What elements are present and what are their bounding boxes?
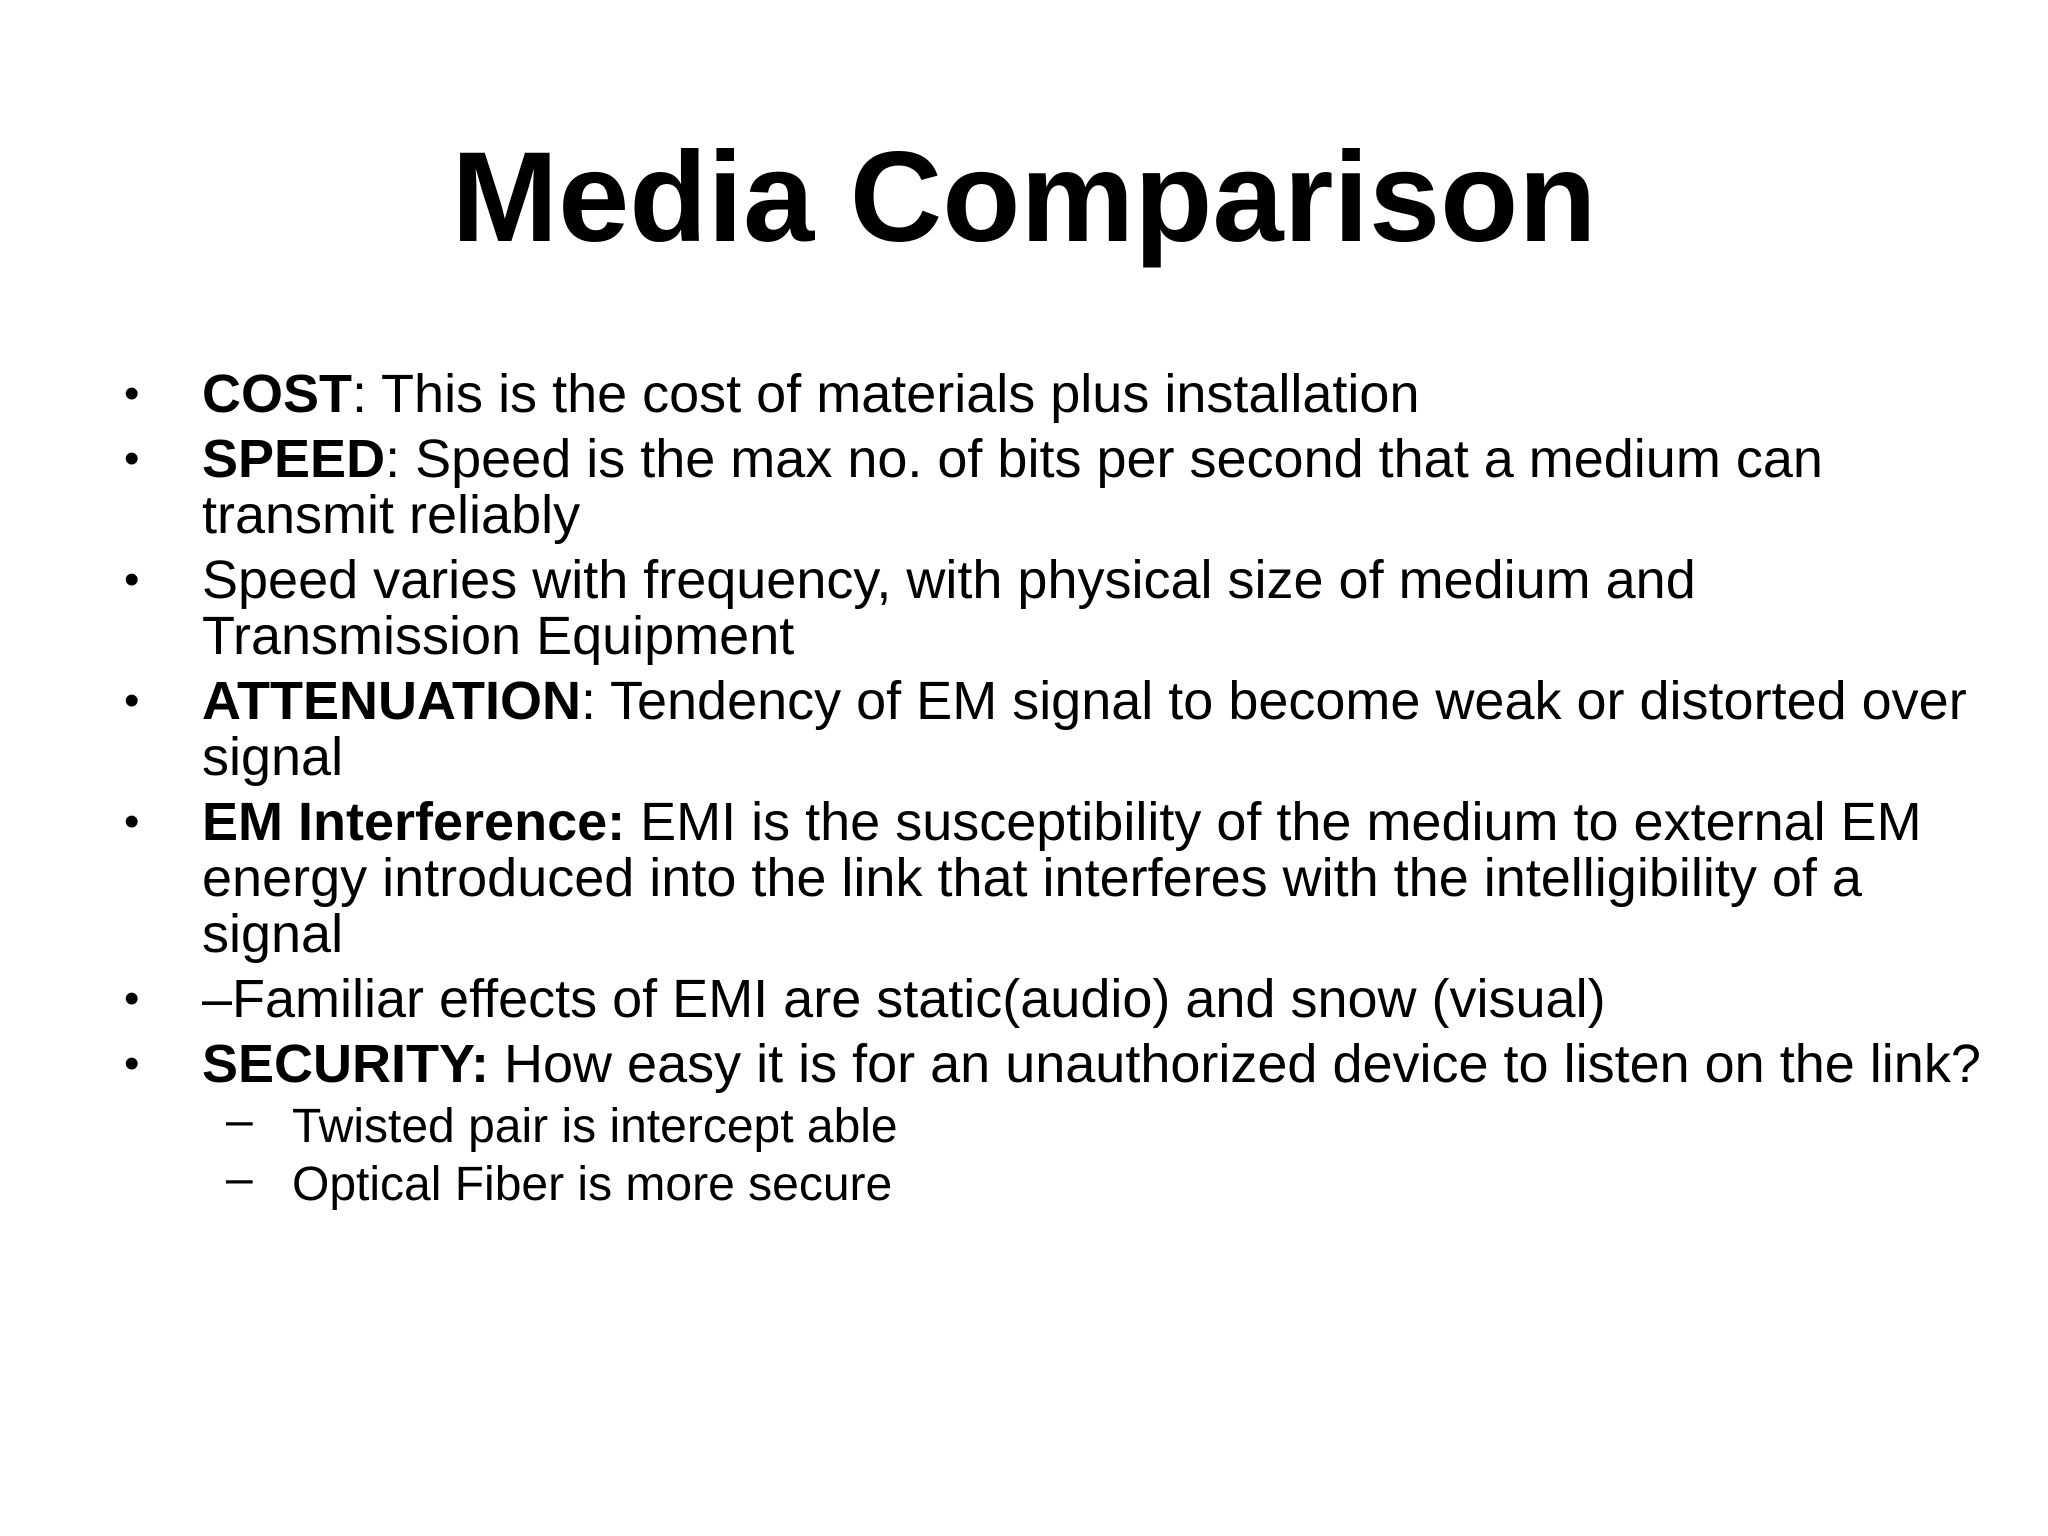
bullet-marker: • xyxy=(124,434,140,483)
bullet-term: SECURITY: xyxy=(202,1034,490,1094)
bullet-text: How easy it is for an unauthorized device to listen on the link? xyxy=(489,1034,1981,1094)
bullet-item-security xyxy=(0,1036,2048,1214)
bullet-text: : This is the cost of materials plus installation xyxy=(352,364,1420,424)
bullet-term: ATTENUATION xyxy=(202,671,581,731)
bullet-item-speed xyxy=(0,431,2048,543)
bullet-text: : Tendency of EM signal to become weak or distorted over signal xyxy=(202,671,1967,787)
dash-marker: – xyxy=(226,1152,253,1205)
dash-marker: – xyxy=(226,1094,253,1147)
sub-item-text: Optical Fiber is more secure xyxy=(292,1158,893,1211)
bullet-item-speed-varies xyxy=(0,552,2048,664)
bullet-term: EM Interference: xyxy=(202,792,626,852)
bullet-marker: • xyxy=(124,797,140,846)
bullet-marker: • xyxy=(124,974,140,1023)
bullet-item-emi-effects xyxy=(0,971,2048,1027)
bullet-term: SPEED xyxy=(202,429,386,489)
bullet-item-em-interference xyxy=(0,794,2048,962)
bullet-text: Speed varies with frequency, with physical size of medium and Transmission Equipment xyxy=(202,550,1696,666)
bullet-item-cost xyxy=(0,366,2048,422)
bullet-marker: • xyxy=(124,555,140,604)
bullet-marker: • xyxy=(124,676,140,725)
bullet-item-attenuation xyxy=(0,673,2048,785)
sub-item-text: Twisted pair is intercept able xyxy=(292,1100,898,1153)
bullet-text: : Speed is the max no. of bits per second that a medium can transmit reliably xyxy=(202,429,1823,545)
sub-item-optical-fiber xyxy=(202,1152,1988,1214)
sub-item-twisted-pair xyxy=(202,1094,1988,1156)
bullet-marker: • xyxy=(124,1039,140,1088)
bullet-text: –Familiar effects of EMI are static(audio) and snow (visual) xyxy=(202,969,1606,1029)
bullet-list xyxy=(0,366,2048,1223)
slide-title: Media Comparison xyxy=(451,126,1597,269)
bullet-text: EMI is the susceptibility of the medium to external EM energy introduced into the link that interferes with the intelligibility of a signal xyxy=(202,792,1922,964)
bullet-marker: • xyxy=(124,369,140,418)
bullet-term: COST xyxy=(202,364,353,424)
security-sub-list xyxy=(202,1094,1988,1214)
